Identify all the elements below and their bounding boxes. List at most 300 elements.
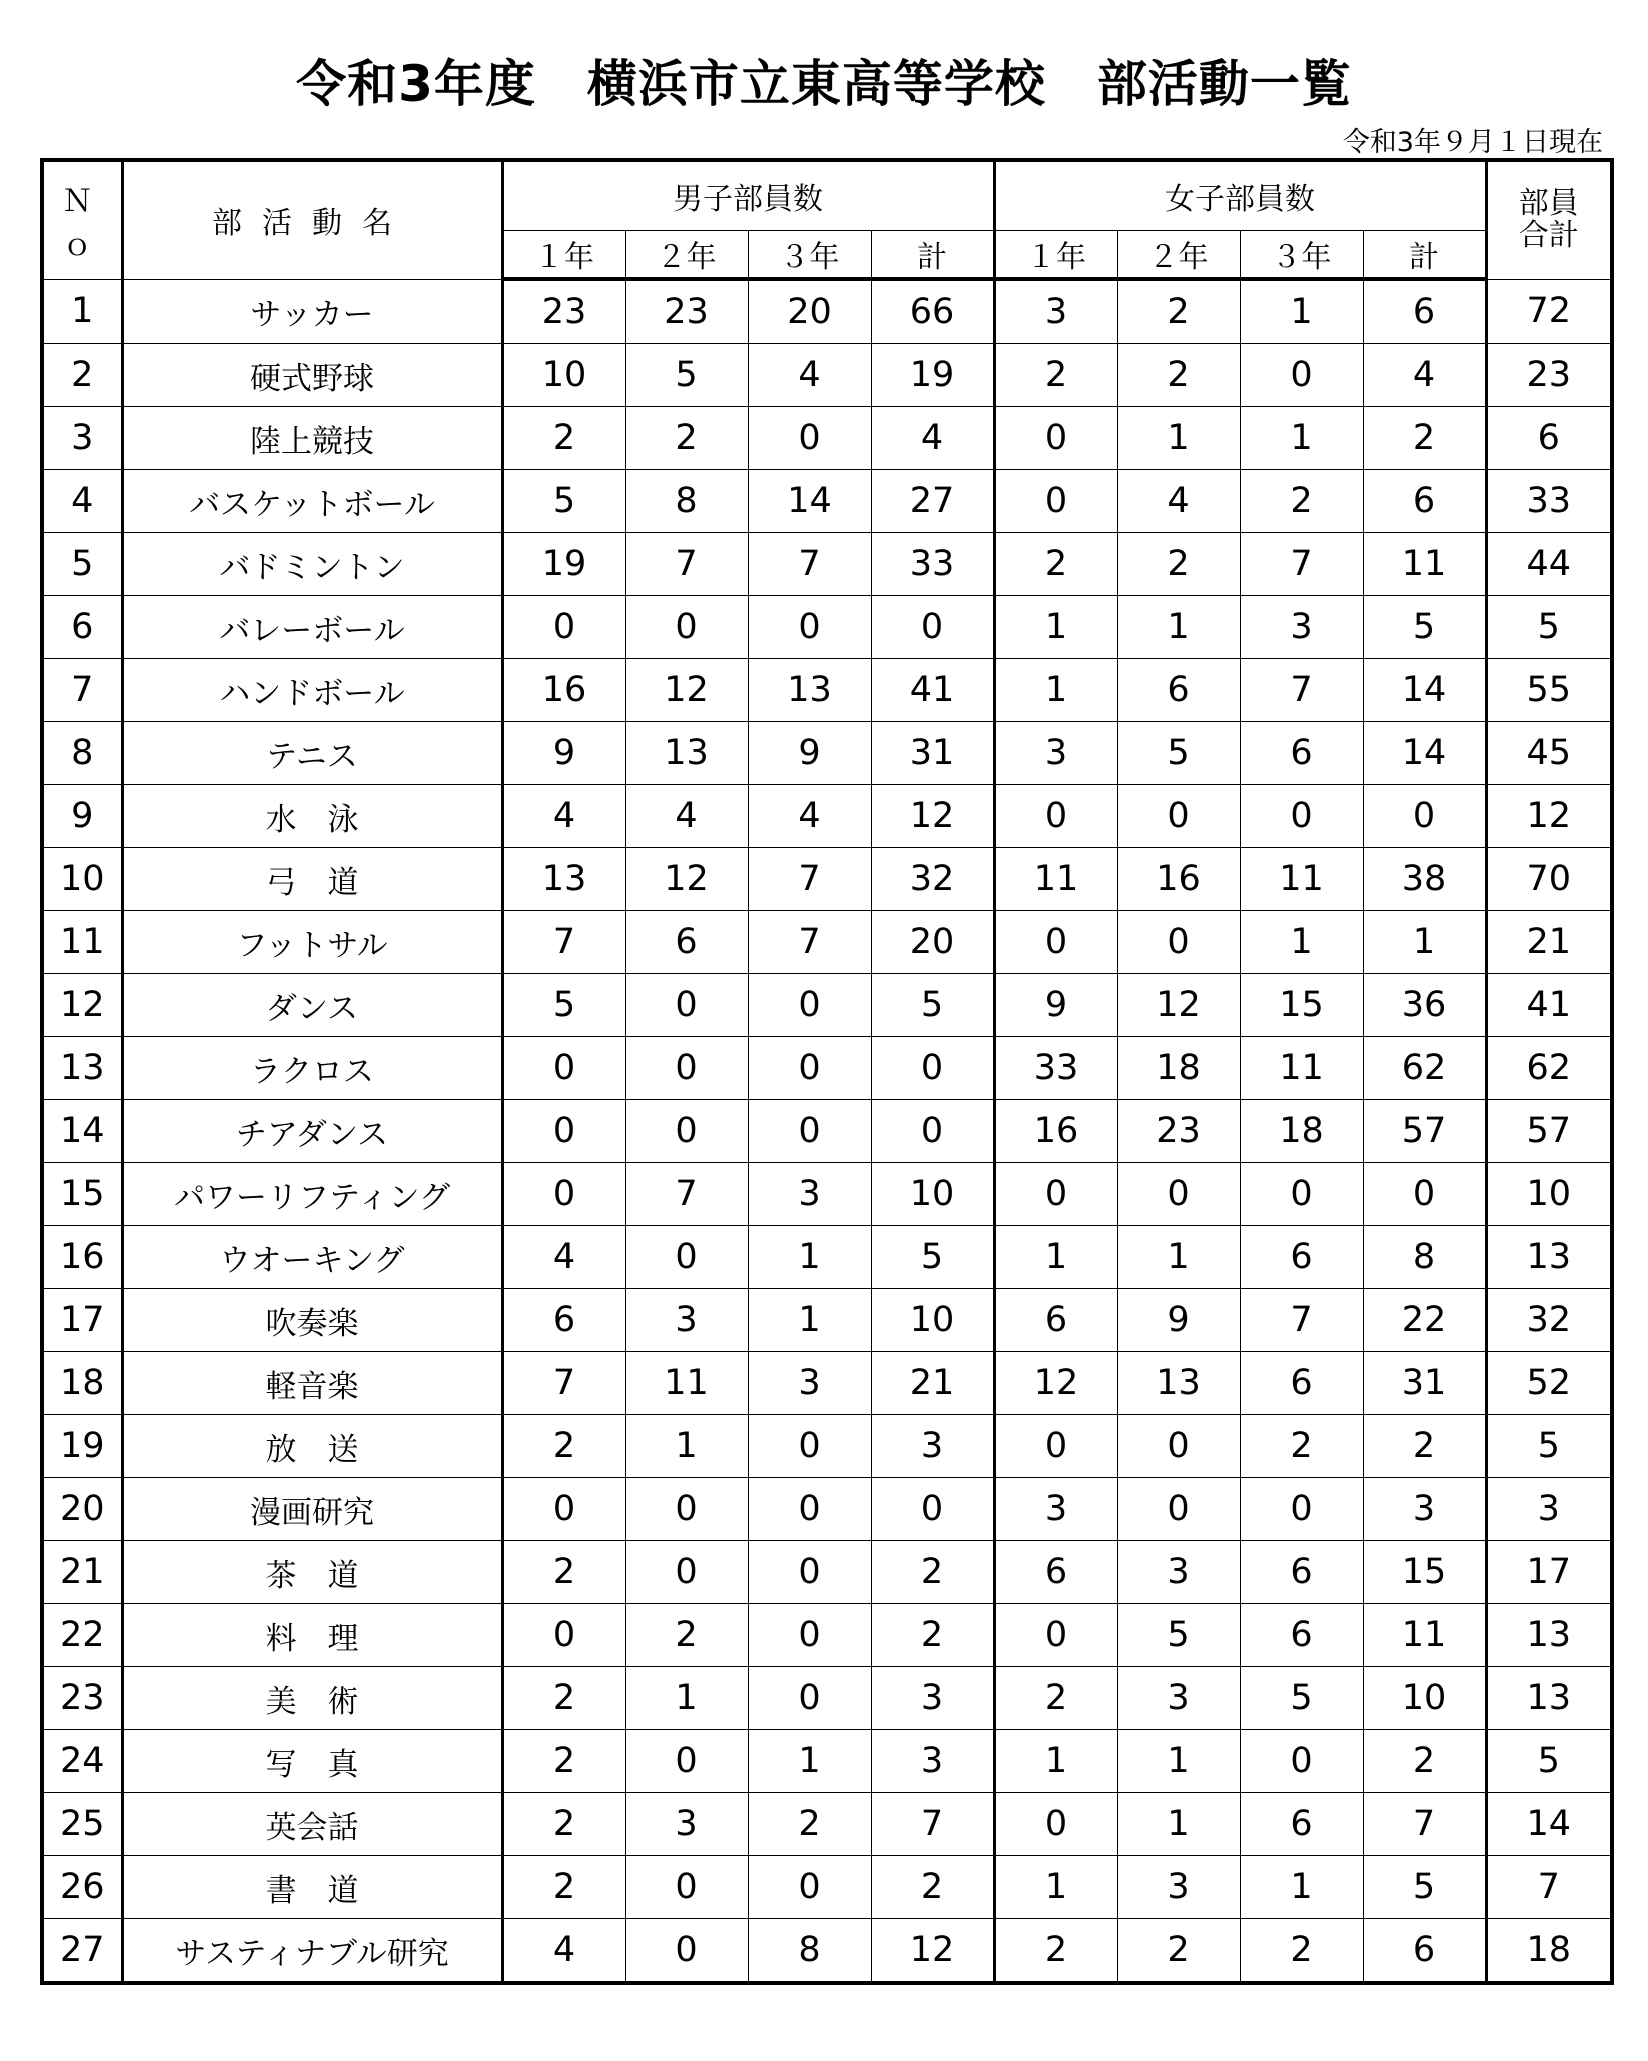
cell-male-grade1: 2: [502, 1667, 625, 1730]
cell-female-grade3: 6: [1240, 1604, 1363, 1667]
cell-female-grade2: 1: [1117, 1793, 1240, 1856]
cell-female-grade3: 11: [1240, 1037, 1363, 1100]
cell-male-grade2: 8: [625, 470, 748, 533]
cell-male-subtotal: 12: [871, 785, 994, 848]
table-row: [42, 596, 1612, 659]
cell-total: 57: [1486, 1100, 1612, 1163]
cell-male-grade2: 3: [625, 1289, 748, 1352]
cell-female-grade3: 7: [1240, 659, 1363, 722]
cell-no: 20: [42, 1478, 122, 1541]
cell-male-grade2: 0: [625, 1919, 748, 1984]
cell-male-grade1: 13: [502, 848, 625, 911]
cell-male-grade1: 2: [502, 1856, 625, 1919]
cell-male-grade2: 12: [625, 659, 748, 722]
cell-total: 70: [1486, 848, 1612, 911]
header-male-subtotal: 計: [871, 231, 994, 280]
cell-no: 13: [42, 1037, 122, 1100]
table-row: [42, 785, 1612, 848]
cell-club-name: 美 術: [122, 1667, 502, 1730]
cell-female-grade3: 0: [1240, 344, 1363, 407]
cell-male-grade1: 2: [502, 1541, 625, 1604]
cell-female-grade2: 16: [1117, 848, 1240, 911]
cell-female-grade3: 6: [1240, 1226, 1363, 1289]
cell-club-name: 弓 道: [122, 848, 502, 911]
cell-male-grade3: 0: [748, 596, 871, 659]
table-row: [42, 1541, 1612, 1604]
cell-male-subtotal: 10: [871, 1289, 994, 1352]
cell-total: 21: [1486, 911, 1612, 974]
cell-female-grade3: 18: [1240, 1100, 1363, 1163]
cell-male-grade2: 23: [625, 279, 748, 344]
cell-total: 33: [1486, 470, 1612, 533]
cell-male-grade1: 5: [502, 974, 625, 1037]
cell-male-grade1: 4: [502, 1226, 625, 1289]
cell-female-grade1: 6: [994, 1289, 1117, 1352]
header-female-subtotal: 計: [1363, 231, 1486, 280]
cell-female-grade3: 3: [1240, 596, 1363, 659]
cell-female-grade1: 11: [994, 848, 1117, 911]
header-female-group: 女子部員数: [994, 160, 1486, 231]
cell-female-subtotal: 8: [1363, 1226, 1486, 1289]
cell-female-grade3: 2: [1240, 1919, 1363, 1984]
header-male-grade1: １年: [502, 231, 625, 280]
cell-female-grade3: 0: [1240, 1478, 1363, 1541]
cell-no: 7: [42, 659, 122, 722]
cell-female-grade1: 16: [994, 1100, 1117, 1163]
cell-female-grade3: 0: [1240, 1730, 1363, 1793]
cell-club-name: サスティナブル研究: [122, 1919, 502, 1984]
table-row: [42, 911, 1612, 974]
cell-female-grade2: 3: [1117, 1541, 1240, 1604]
cell-club-name: 英会話: [122, 1793, 502, 1856]
cell-male-grade3: 1: [748, 1226, 871, 1289]
cell-female-grade1: 1: [994, 659, 1117, 722]
cell-no: 10: [42, 848, 122, 911]
cell-female-grade1: 33: [994, 1037, 1117, 1100]
cell-club-name: サッカー: [122, 279, 502, 344]
cell-no: 24: [42, 1730, 122, 1793]
cell-total: 5: [1486, 1730, 1612, 1793]
cell-male-grade3: 0: [748, 1478, 871, 1541]
cell-club-name: 茶 道: [122, 1541, 502, 1604]
table-row: [42, 1415, 1612, 1478]
cell-male-subtotal: 12: [871, 1919, 994, 1984]
cell-no: 17: [42, 1289, 122, 1352]
cell-male-grade2: 12: [625, 848, 748, 911]
cell-female-grade1: 0: [994, 1793, 1117, 1856]
cell-female-grade2: 18: [1117, 1037, 1240, 1100]
cell-male-grade1: 2: [502, 1793, 625, 1856]
table-header: [42, 160, 1612, 279]
cell-female-grade1: 0: [994, 785, 1117, 848]
cell-female-grade2: 2: [1117, 533, 1240, 596]
table-row: [42, 279, 1612, 344]
cell-male-grade3: 1: [748, 1730, 871, 1793]
cell-female-grade3: 6: [1240, 722, 1363, 785]
header-female-grade2: ２年: [1117, 231, 1240, 280]
cell-total: 62: [1486, 1037, 1612, 1100]
cell-female-grade2: 4: [1117, 470, 1240, 533]
cell-male-grade1: 0: [502, 1037, 625, 1100]
cell-male-subtotal: 2: [871, 1541, 994, 1604]
cell-male-grade3: 7: [748, 848, 871, 911]
cell-no: 15: [42, 1163, 122, 1226]
cell-no: 12: [42, 974, 122, 1037]
cell-no: 18: [42, 1352, 122, 1415]
cell-male-grade1: 6: [502, 1289, 625, 1352]
table-row: [42, 848, 1612, 911]
cell-male-grade1: 0: [502, 1163, 625, 1226]
cell-male-subtotal: 0: [871, 1037, 994, 1100]
cell-club-name: 放 送: [122, 1415, 502, 1478]
cell-club-name: バスケットボール: [122, 470, 502, 533]
cell-male-grade2: 1: [625, 1667, 748, 1730]
cell-female-subtotal: 14: [1363, 659, 1486, 722]
cell-female-grade1: 12: [994, 1352, 1117, 1415]
cell-club-name: バドミントン: [122, 533, 502, 596]
cell-no: 21: [42, 1541, 122, 1604]
as-of-date: 令和3年９月１日現在: [1342, 127, 1603, 158]
cell-male-subtotal: 27: [871, 470, 994, 533]
cell-club-name: 軽音楽: [122, 1352, 502, 1415]
table-row: [42, 1163, 1612, 1226]
cell-female-grade3: 2: [1240, 470, 1363, 533]
cell-female-grade3: 15: [1240, 974, 1363, 1037]
cell-female-grade3: 6: [1240, 1541, 1363, 1604]
cell-no: 9: [42, 785, 122, 848]
cell-male-grade2: 3: [625, 1793, 748, 1856]
cell-female-grade2: 2: [1117, 1919, 1240, 1984]
cell-female-grade3: 7: [1240, 1289, 1363, 1352]
cell-female-grade1: 9: [994, 974, 1117, 1037]
cell-male-subtotal: 10: [871, 1163, 994, 1226]
cell-male-grade1: 0: [502, 1604, 625, 1667]
cell-total: 5: [1486, 1415, 1612, 1478]
cell-female-grade3: 6: [1240, 1352, 1363, 1415]
cell-club-name: パワーリフティング: [122, 1163, 502, 1226]
cell-female-grade2: 23: [1117, 1100, 1240, 1163]
table-body: [42, 279, 1612, 1983]
cell-female-grade2: 0: [1117, 1415, 1240, 1478]
cell-total: 44: [1486, 533, 1612, 596]
cell-male-subtotal: 3: [871, 1667, 994, 1730]
cell-male-grade1: 0: [502, 1478, 625, 1541]
cell-male-grade2: 7: [625, 533, 748, 596]
cell-male-grade3: 4: [748, 785, 871, 848]
cell-male-subtotal: 5: [871, 1226, 994, 1289]
cell-no: 4: [42, 470, 122, 533]
table-row: [42, 1037, 1612, 1100]
cell-female-subtotal: 3: [1363, 1478, 1486, 1541]
cell-female-grade1: 2: [994, 533, 1117, 596]
cell-female-grade2: 3: [1117, 1667, 1240, 1730]
cell-male-grade2: 0: [625, 974, 748, 1037]
cell-female-subtotal: 7: [1363, 1793, 1486, 1856]
cell-club-name: 料 理: [122, 1604, 502, 1667]
table-row: [42, 1667, 1612, 1730]
cell-female-subtotal: 5: [1363, 596, 1486, 659]
cell-club-name: ウオーキング: [122, 1226, 502, 1289]
cell-female-grade3: 5: [1240, 1667, 1363, 1730]
header-male-grade3: ３年: [748, 231, 871, 280]
cell-female-grade2: 2: [1117, 344, 1240, 407]
header-total-line1: 部員: [1518, 186, 1579, 222]
cell-male-subtotal: 0: [871, 596, 994, 659]
cell-male-subtotal: 0: [871, 1478, 994, 1541]
cell-female-grade3: 6: [1240, 1793, 1363, 1856]
cell-female-grade1: 2: [994, 1919, 1117, 1984]
cell-female-grade1: 2: [994, 1667, 1117, 1730]
cell-male-grade2: 1: [625, 1415, 748, 1478]
cell-male-grade3: 3: [748, 1352, 871, 1415]
cell-total: 17: [1486, 1541, 1612, 1604]
cell-female-subtotal: 62: [1363, 1037, 1486, 1100]
cell-male-grade3: 20: [748, 279, 871, 344]
table-row: [42, 407, 1612, 470]
cell-female-grade1: 0: [994, 1604, 1117, 1667]
cell-no: 2: [42, 344, 122, 407]
cell-female-subtotal: 22: [1363, 1289, 1486, 1352]
cell-male-grade2: 0: [625, 1541, 748, 1604]
cell-female-grade2: 13: [1117, 1352, 1240, 1415]
cell-male-grade1: 2: [502, 1415, 625, 1478]
cell-female-grade2: 5: [1117, 1604, 1240, 1667]
cell-male-grade3: 9: [748, 722, 871, 785]
cell-female-subtotal: 14: [1363, 722, 1486, 785]
cell-male-subtotal: 19: [871, 344, 994, 407]
cell-female-grade1: 1: [994, 596, 1117, 659]
cell-female-subtotal: 11: [1363, 533, 1486, 596]
cell-male-subtotal: 32: [871, 848, 994, 911]
cell-total: 10: [1486, 1163, 1612, 1226]
table-row: [42, 533, 1612, 596]
cell-total: 13: [1486, 1226, 1612, 1289]
table-row: [42, 344, 1612, 407]
table-row: [42, 1289, 1612, 1352]
cell-female-subtotal: 5: [1363, 1856, 1486, 1919]
cell-male-grade1: 7: [502, 1352, 625, 1415]
cell-female-subtotal: 38: [1363, 848, 1486, 911]
cell-male-grade1: 7: [502, 911, 625, 974]
cell-female-grade2: 5: [1117, 722, 1240, 785]
cell-male-grade3: 1: [748, 1289, 871, 1352]
header-male-grade2: ２年: [625, 231, 748, 280]
cell-male-grade3: 0: [748, 1667, 871, 1730]
cell-female-subtotal: 0: [1363, 1163, 1486, 1226]
cell-female-subtotal: 2: [1363, 1730, 1486, 1793]
cell-male-grade1: 4: [502, 785, 625, 848]
cell-male-grade3: 14: [748, 470, 871, 533]
cell-male-subtotal: 66: [871, 279, 994, 344]
page-title: 令和3年度 横浜市立東高等学校 部活動一覧: [296, 55, 1352, 113]
cell-male-grade2: 0: [625, 1478, 748, 1541]
cell-male-subtotal: 0: [871, 1100, 994, 1163]
cell-male-grade3: 4: [748, 344, 871, 407]
cell-male-subtotal: 5: [871, 974, 994, 1037]
cell-female-grade3: 7: [1240, 533, 1363, 596]
cell-male-grade2: 0: [625, 1856, 748, 1919]
cell-club-name: フットサル: [122, 911, 502, 974]
cell-male-grade3: 13: [748, 659, 871, 722]
cell-female-grade2: 12: [1117, 974, 1240, 1037]
cell-no: 1: [42, 279, 122, 344]
cell-female-grade3: 1: [1240, 407, 1363, 470]
cell-male-grade2: 13: [625, 722, 748, 785]
cell-male-grade1: 10: [502, 344, 625, 407]
cell-male-subtotal: 2: [871, 1604, 994, 1667]
cell-female-subtotal: 15: [1363, 1541, 1486, 1604]
cell-female-grade3: 0: [1240, 785, 1363, 848]
cell-female-grade1: 6: [994, 1541, 1117, 1604]
cell-male-grade3: 0: [748, 1856, 871, 1919]
cell-female-grade3: 1: [1240, 911, 1363, 974]
cell-female-subtotal: 57: [1363, 1100, 1486, 1163]
cell-male-grade1: 23: [502, 279, 625, 344]
cell-female-grade3: 1: [1240, 279, 1363, 344]
cell-male-subtotal: 20: [871, 911, 994, 974]
cell-female-grade2: 9: [1117, 1289, 1240, 1352]
cell-club-name: 硬式野球: [122, 344, 502, 407]
table-row: [42, 1352, 1612, 1415]
header-female-grade1: １年: [994, 231, 1117, 280]
table-row: [42, 1793, 1612, 1856]
cell-total: 13: [1486, 1604, 1612, 1667]
cell-female-grade2: 1: [1117, 1226, 1240, 1289]
cell-total: 41: [1486, 974, 1612, 1037]
cell-total: 52: [1486, 1352, 1612, 1415]
cell-male-grade3: 0: [748, 1415, 871, 1478]
cell-female-grade2: 0: [1117, 1478, 1240, 1541]
table-row: [42, 1730, 1612, 1793]
cell-total: 72: [1486, 279, 1612, 344]
cell-male-grade2: 6: [625, 911, 748, 974]
cell-total: 45: [1486, 722, 1612, 785]
header-male-group: 男子部員数: [502, 160, 994, 231]
cell-no: 5: [42, 533, 122, 596]
cell-female-grade2: 3: [1117, 1856, 1240, 1919]
cell-club-name: 写 真: [122, 1730, 502, 1793]
cell-no: 6: [42, 596, 122, 659]
cell-male-grade1: 0: [502, 596, 625, 659]
cell-female-subtotal: 31: [1363, 1352, 1486, 1415]
cell-female-grade3: 2: [1240, 1415, 1363, 1478]
cell-female-grade1: 0: [994, 911, 1117, 974]
cell-club-name: 書 道: [122, 1856, 502, 1919]
cell-male-subtotal: 31: [871, 722, 994, 785]
cell-total: 32: [1486, 1289, 1612, 1352]
cell-female-grade1: 1: [994, 1226, 1117, 1289]
club-roster-table: [40, 158, 1614, 1985]
cell-female-grade2: 2: [1117, 279, 1240, 344]
table-row: [42, 1478, 1612, 1541]
cell-male-grade3: 8: [748, 1919, 871, 1984]
cell-male-grade3: 0: [748, 1100, 871, 1163]
cell-club-name: ラクロス: [122, 1037, 502, 1100]
cell-female-grade3: 0: [1240, 1163, 1363, 1226]
cell-club-name: チアダンス: [122, 1100, 502, 1163]
cell-female-subtotal: 2: [1363, 1415, 1486, 1478]
cell-female-subtotal: 11: [1363, 1604, 1486, 1667]
cell-female-grade1: 1: [994, 1730, 1117, 1793]
cell-male-grade1: 19: [502, 533, 625, 596]
header-total: [1486, 160, 1612, 279]
table-row: [42, 1100, 1612, 1163]
cell-female-subtotal: 6: [1363, 279, 1486, 344]
cell-male-subtotal: 21: [871, 1352, 994, 1415]
cell-male-grade2: 2: [625, 1604, 748, 1667]
cell-club-name: バレーボール: [122, 596, 502, 659]
cell-male-grade1: 9: [502, 722, 625, 785]
cell-male-grade2: 0: [625, 1100, 748, 1163]
cell-male-subtotal: 3: [871, 1730, 994, 1793]
cell-female-grade1: 0: [994, 407, 1117, 470]
cell-male-subtotal: 3: [871, 1415, 994, 1478]
table-row: [42, 1919, 1612, 1984]
cell-female-subtotal: 0: [1363, 785, 1486, 848]
cell-total: 14: [1486, 1793, 1612, 1856]
cell-club-name: テニス: [122, 722, 502, 785]
cell-total: 55: [1486, 659, 1612, 722]
cell-no: 16: [42, 1226, 122, 1289]
cell-male-grade2: 5: [625, 344, 748, 407]
cell-no: 11: [42, 911, 122, 974]
cell-female-grade1: 3: [994, 722, 1117, 785]
cell-male-grade3: 0: [748, 1541, 871, 1604]
cell-no: 23: [42, 1667, 122, 1730]
cell-male-grade2: 2: [625, 407, 748, 470]
cell-female-grade2: 0: [1117, 1163, 1240, 1226]
cell-female-subtotal: 6: [1363, 470, 1486, 533]
cell-total: 6: [1486, 407, 1612, 470]
cell-female-grade2: 6: [1117, 659, 1240, 722]
cell-male-grade1: 4: [502, 1919, 625, 1984]
header-no: Ｎｏ: [42, 160, 122, 279]
cell-male-subtotal: 41: [871, 659, 994, 722]
cell-female-grade2: 0: [1117, 911, 1240, 974]
cell-male-grade3: 7: [748, 911, 871, 974]
cell-female-grade2: 1: [1117, 1730, 1240, 1793]
cell-male-grade2: 0: [625, 596, 748, 659]
cell-club-name: ハンドボール: [122, 659, 502, 722]
cell-no: 22: [42, 1604, 122, 1667]
cell-club-name: ダンス: [122, 974, 502, 1037]
cell-no: 3: [42, 407, 122, 470]
cell-female-grade2: 1: [1117, 596, 1240, 659]
cell-male-grade2: 0: [625, 1226, 748, 1289]
cell-no: 26: [42, 1856, 122, 1919]
table-row: [42, 470, 1612, 533]
cell-male-grade2: 0: [625, 1037, 748, 1100]
cell-female-subtotal: 4: [1363, 344, 1486, 407]
header-club-name: 部活動名: [122, 160, 502, 279]
cell-male-grade2: 4: [625, 785, 748, 848]
cell-male-subtotal: 4: [871, 407, 994, 470]
cell-female-grade1: 0: [994, 1163, 1117, 1226]
cell-total: 23: [1486, 344, 1612, 407]
cell-male-grade3: 7: [748, 533, 871, 596]
cell-female-grade2: 1: [1117, 407, 1240, 470]
cell-female-subtotal: 10: [1363, 1667, 1486, 1730]
cell-male-grade1: 2: [502, 407, 625, 470]
cell-female-grade1: 3: [994, 279, 1117, 344]
table-row: [42, 659, 1612, 722]
cell-male-grade3: 0: [748, 1037, 871, 1100]
cell-male-grade2: 7: [625, 1163, 748, 1226]
table-row: [42, 722, 1612, 785]
cell-male-subtotal: 7: [871, 1793, 994, 1856]
cell-female-grade1: 0: [994, 1415, 1117, 1478]
cell-club-name: 漫画研究: [122, 1478, 502, 1541]
